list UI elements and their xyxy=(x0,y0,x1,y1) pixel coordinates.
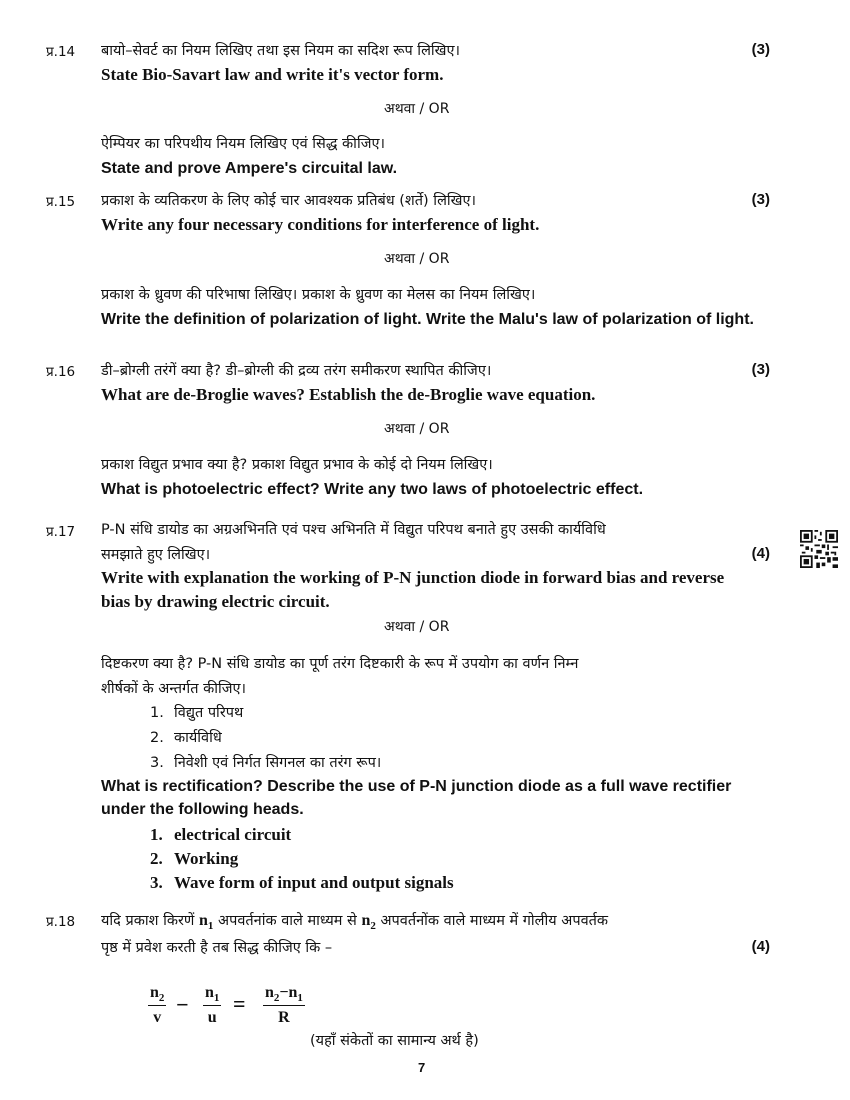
or-separator: अथवा / OR xyxy=(384,251,450,267)
list-number: 2. xyxy=(150,730,164,746)
list-number: 1. xyxy=(150,825,163,844)
text-part: यदि प्रकाश किरणें xyxy=(101,913,195,929)
question-text-english: Write with explanation the working of P-N junction diode in forward bias and reverse xyxy=(101,568,725,587)
alternative-text-english: State and prove Ampere's circuital law. xyxy=(101,160,398,177)
question-marks: (4) xyxy=(751,938,770,955)
refractive-index-n2: $n_2$ xyxy=(361,912,376,933)
question-marks: (3) xyxy=(751,191,770,208)
alternative-text-hindi: ऐम्पियर का परिपथीय नियम लिखिए एवं सिद्ध कीजिए। xyxy=(101,136,385,152)
equals-sign: = xyxy=(233,991,246,1016)
list-text: Working xyxy=(174,849,239,868)
minus-sign: − xyxy=(176,992,189,1017)
page-number: 7 xyxy=(418,1060,426,1075)
question-number: प्र.15 xyxy=(46,194,76,210)
list-item xyxy=(150,825,291,845)
question-text-hindi xyxy=(101,910,608,932)
list-item xyxy=(150,727,222,747)
list-number: 3. xyxy=(150,755,164,771)
list-text: Wave form of input and output signals xyxy=(174,873,454,892)
list-text: विद्युत परिपथ xyxy=(174,705,244,721)
question-text-hindi: P-N संधि डायोड का अग्रअभिनति एवं पश्च अभिनति में विद्युत परिपथ बनाते हुए उसकी कार्यविधि xyxy=(101,522,606,538)
alternative-text-english: What is photoelectric effect? Write any two laws of photoelectric effect. xyxy=(101,481,644,498)
list-number: 1. xyxy=(150,705,164,721)
question-marks: (3) xyxy=(751,41,770,58)
fraction-n1-over-u: $\frac{n_1}{u}$ xyxy=(205,984,220,1027)
fraction-n2-minus-n1-over-r: $\frac{n_2-n_1}{R}$ xyxy=(265,984,303,1027)
question-number: प्र.18 xyxy=(46,914,76,930)
list-item xyxy=(150,752,381,772)
question-text-english: Write any four necessary conditions for interference of light. xyxy=(101,215,540,234)
refractive-index-n1: $n_1$ xyxy=(199,912,214,933)
question-text-hindi: पृष्ठ में प्रवेश करती है तब सिद्ध कीजिए कि – xyxy=(101,940,333,956)
question-text-english: What are de-Broglie waves? Establish the de-Broglie wave equation. xyxy=(101,385,596,404)
alternative-text-hindi: प्रकाश विद्युत प्रभाव क्या है? प्रकाश विद्युत प्रभाव के कोई दो नियम लिखिए। xyxy=(101,457,493,473)
or-separator: अथवा / OR xyxy=(384,421,450,437)
alternative-text-hindi: शीर्षकों के अन्तर्गत कीजिए। xyxy=(101,681,247,697)
question-text-english: bias by drawing electric circuit. xyxy=(101,592,330,611)
or-separator: अथवा / OR xyxy=(384,101,450,117)
alternative-text-hindi: प्रकाश के ध्रुवण की परिभाषा लिखिए। प्रकाश के ध्रुवण का मेलस का नियम लिखिए। xyxy=(101,287,536,303)
list-number: 2. xyxy=(150,849,163,868)
question-marks: (4) xyxy=(751,545,770,562)
question-number: प्र.17 xyxy=(46,524,76,540)
question-number: प्र.16 xyxy=(46,364,76,380)
question-text-hindi: डी–ब्रोग्ली तरंगें क्या है? डी–ब्रोग्ली की द्रव्य तरंग समीकरण स्थापित कीजिए। xyxy=(101,363,492,379)
text-part: अपवर्तनांक वाले माध्यम से xyxy=(218,913,357,929)
question-text-hindi: बायो–सेवर्ट का नियम लिखिए तथा इस नियम का सदिश रूप लिखिए। xyxy=(101,43,461,59)
text-part: अपवर्तनोंक वाले माध्यम में गोलीय अपवर्तक xyxy=(380,913,609,929)
alternative-text-english: Write the definition of polarization of light. Write the Malu's law of polarization of light. xyxy=(101,311,754,328)
list-item xyxy=(150,873,454,893)
question-text-hindi: प्रकाश के व्यतिकरण के लिए कोई चार आवश्यक प्रतिबंध (शर्ते) लिखिए। xyxy=(101,193,477,209)
alternative-text-english: What is rectification? Describe the use of P-N junction diode as a full wave rectifier xyxy=(101,778,732,795)
question-text-hindi: समझाते हुए लिखिए। xyxy=(101,547,211,563)
list-text: electrical circuit xyxy=(174,825,292,844)
list-text: निवेशी एवं निर्गत सिगनल का तरंग रूप। xyxy=(174,755,382,771)
list-text: कार्यविधि xyxy=(174,730,222,746)
alternative-text-english: under the following heads. xyxy=(101,801,304,818)
list-number: 3. xyxy=(150,873,163,892)
question-number: प्र.14 xyxy=(46,44,76,60)
or-separator: अथवा / OR xyxy=(384,619,450,635)
fraction-n2-over-v: $\frac{n_2}{v}$ xyxy=(150,984,165,1027)
alternative-text-hindi: दिष्टकरण क्या है? P-N संधि डायोड का पूर्ण तरंग दिष्टकारी के रूप में उपयोग का वर्णन निम्न xyxy=(101,656,579,672)
list-item xyxy=(150,849,238,869)
list-item xyxy=(150,702,243,722)
formula-note: (यहाँ संकेतों का सामान्य अर्थ है) xyxy=(310,1033,479,1049)
question-text-english: State Bio-Savart law and write it's vector form. xyxy=(101,65,444,84)
question-marks: (3) xyxy=(751,361,770,378)
qr-code-icon xyxy=(800,530,838,568)
